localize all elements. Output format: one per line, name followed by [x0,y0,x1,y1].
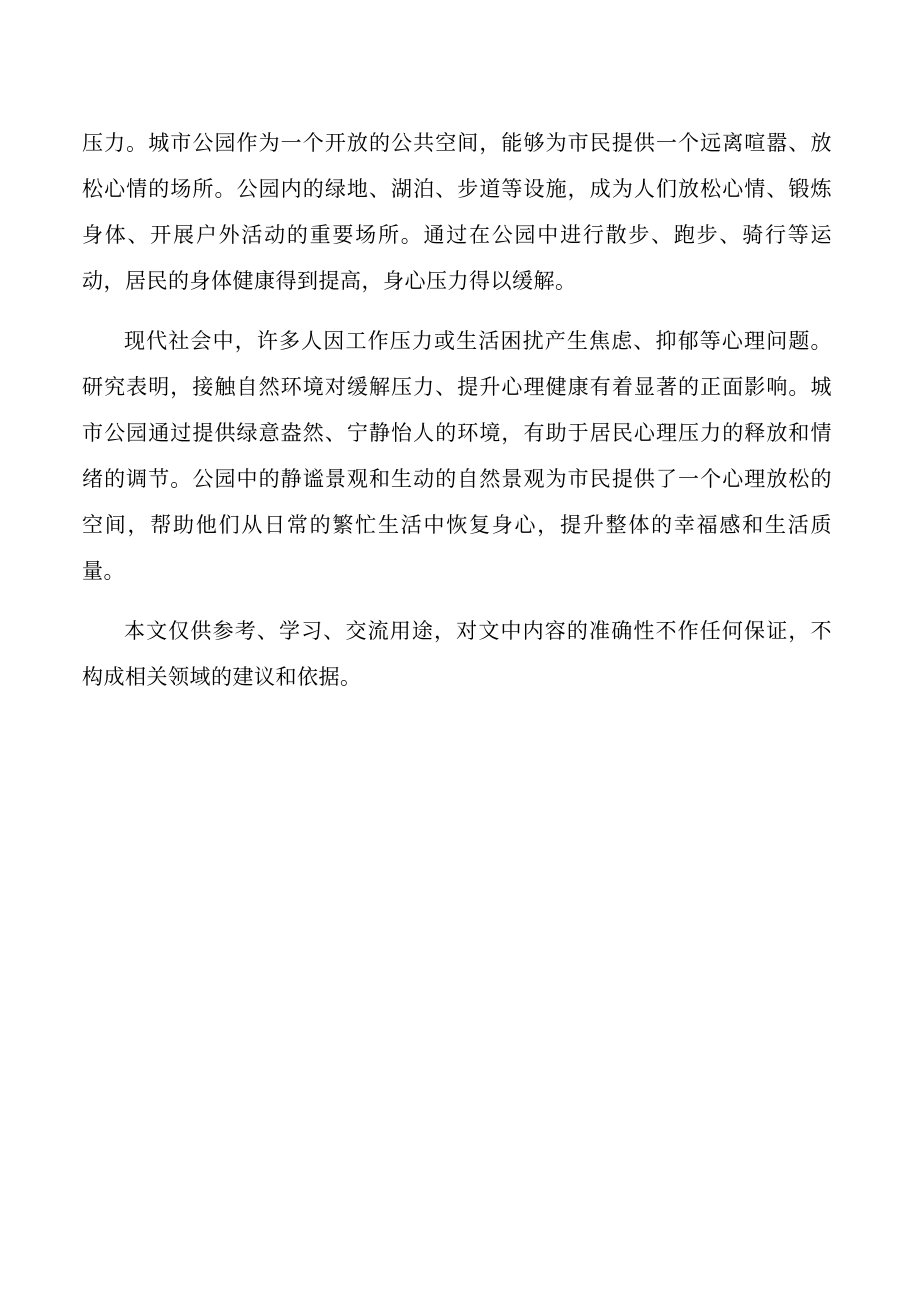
document-body [82,120,832,700]
paragraph-disclaimer: 本文仅供参考、学习、交流用途，对文中内容的准确性不作任何保证，不构成相关领域的建议和依据。 [82,619,832,689]
paragraph-mental-health: 现代社会中，许多人因工作压力或生活困扰产生焦虑、抑郁等心理问题。研究表明，接触自然环境对缓解压力、提升心理健康有着显著的正面影响。城市公园通过提供绿意盎然、宁静怡人的环境，有助于居民心理压力的释放和情绪的调节。公园中的静谧景观和生动的自然景观为市民提供了一个心理放松的空间，帮助他们从日常的繁忙生活中恢复身心，提升整体的幸福感和生活质量。 [82,329,832,583]
paragraph-continuation: 压力。城市公园作为一个开放的公共空间，能够为市民提供一个远离喧嚣、放松心情的场所。公园内的绿地、湖泊、步道等设施，成为人们放松心情、锻炼身体、开展户外活动的重要场所。通过在公园中进行散步、跑步、骑行等运动，居民的身体健康得到提高，身心压力得以缓解。 [82,131,832,293]
